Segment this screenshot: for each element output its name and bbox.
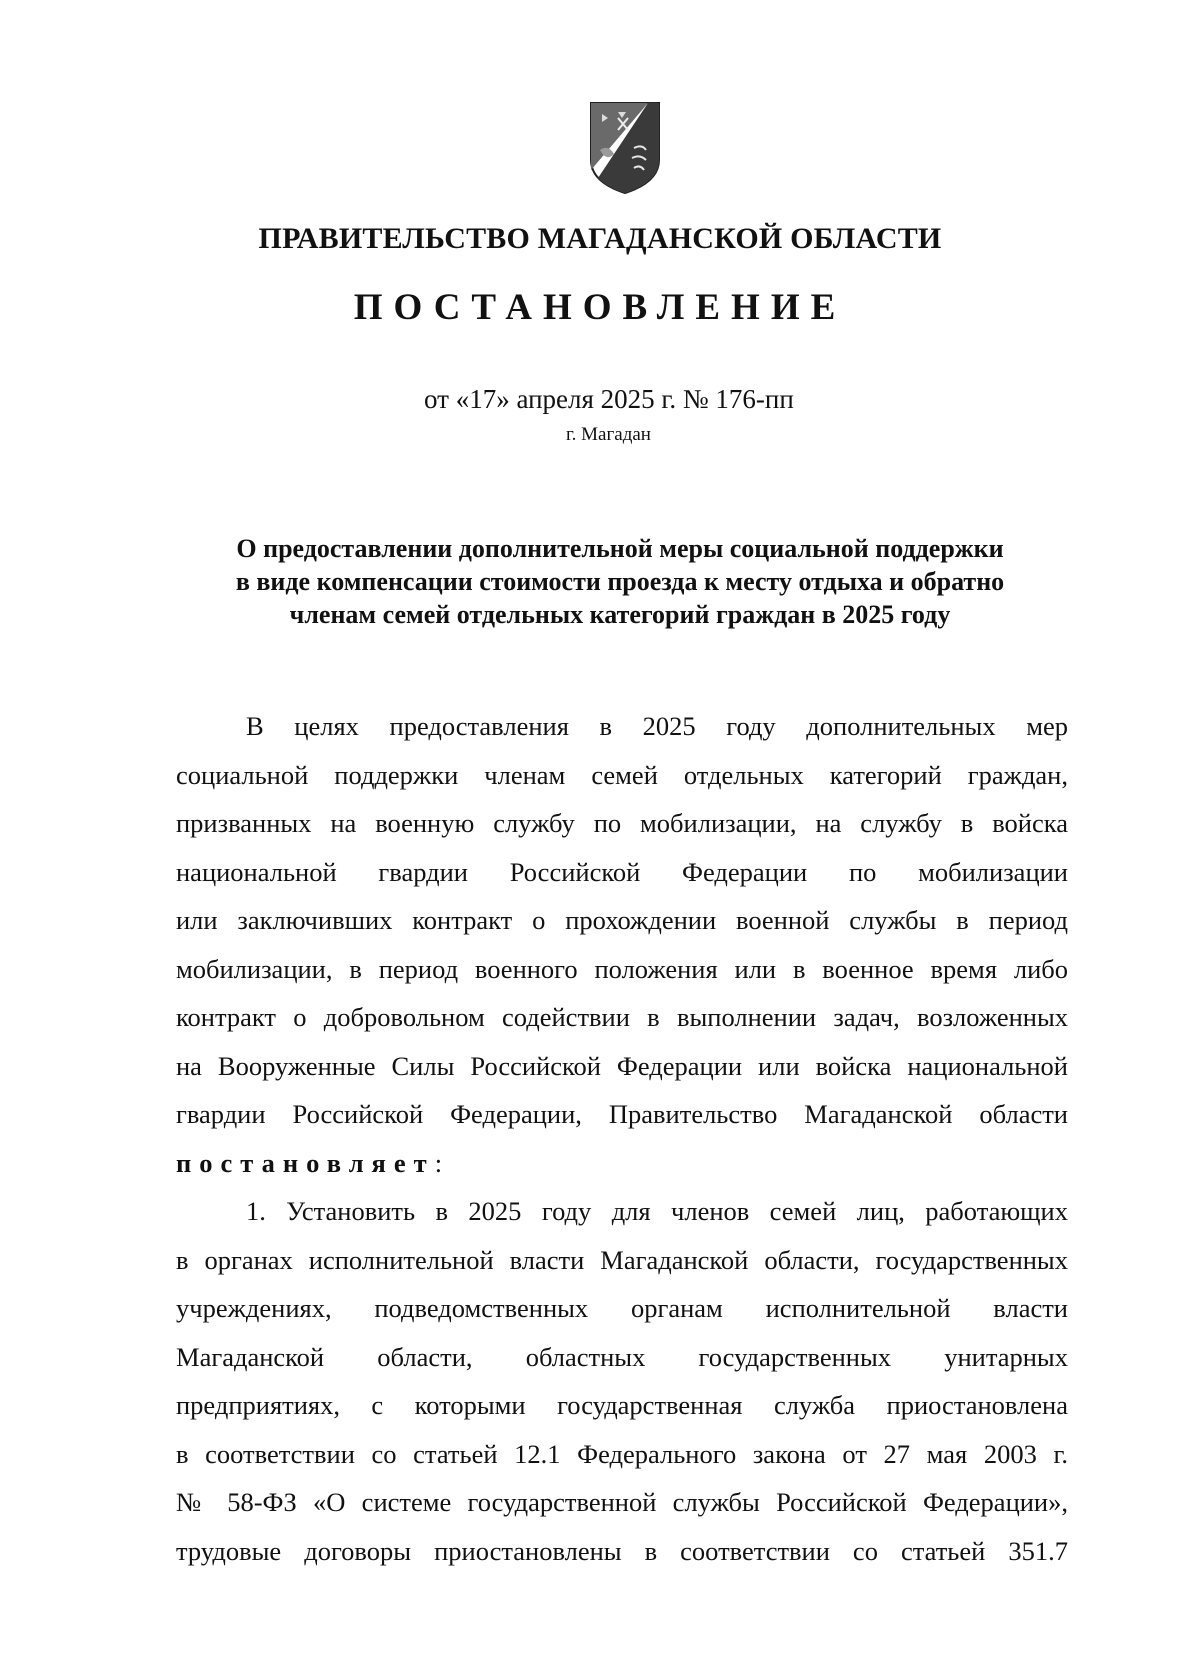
body-line: в органах исполнительной власти Магаданской области, государственных: [176, 1244, 1068, 1275]
body-line: мобилизации, в период военного положения или в военное время либо: [176, 953, 1068, 984]
body-line: контракт о добровольном содействии в выполнении задач, возложенных: [176, 1002, 1068, 1032]
title-line: членам семей отдельных категорий граждан в 2025 году: [289, 600, 951, 629]
document-city: г. Магадан: [566, 424, 651, 445]
body-line: гвардии Российской Федерации, Правительство Магаданской области: [176, 1099, 1068, 1129]
document-title: [170, 532, 1070, 631]
body-line: или заключивших контракт о прохождении военной службы в период: [176, 905, 1068, 935]
decree-line: [176, 1139, 1068, 1188]
title-line: в виде компенсации стоимости проезда к месту отдыха и обратно: [235, 567, 1005, 596]
body-line: трудовые договоры приостановлены в соответствии со статьей 351.7: [176, 1535, 1068, 1566]
body-line: призванных на военную службу по мобилизации, на службу в войска: [176, 808, 1068, 838]
document-body: [176, 702, 1068, 1575]
body-line: 1. Установить в 2025 году для членов семей лиц, работающих: [246, 1196, 1068, 1226]
body-line: социальной поддержки членам семей отдельных категорий граждан,: [176, 759, 1068, 790]
body-line: учреждениях, подведомственных органам исполнительной власти: [176, 1293, 1068, 1323]
document-date-number: от «17» апреля 2025 г. № 176-пп: [424, 384, 794, 414]
decree-colon: :: [434, 1147, 443, 1178]
title-line: О предоставлении дополнительной меры социальной поддержки: [236, 534, 1004, 563]
body-line: на Вооруженные Силы Российской Федерации или войска национальной: [176, 1050, 1068, 1081]
body-line: Магаданской области, областных государственных унитарных: [176, 1341, 1068, 1372]
body-line: в соответствии со статьей 12.1 Федерального закона от 27 мая 2003 г.: [176, 1438, 1068, 1469]
body-line: предприятиях, с которыми государственная служба приостановлена: [176, 1390, 1068, 1420]
body-line: В целях предоставления в 2025 году дополнительных мер: [246, 711, 1068, 741]
document-type: ПОСТАНОВЛЕНИЕ: [353, 287, 847, 328]
body-line: национальной гвардии Российской Федерации по мобилизации: [176, 856, 1068, 887]
organization-name: ПРАВИТЕЛЬСТВО МАГАДАНСКОЙ ОБЛАСТИ: [258, 222, 942, 255]
decree-word: постановляет: [176, 1147, 435, 1178]
coat-of-arms-icon: [588, 100, 662, 196]
body-line: № 58-ФЗ «О системе государственной службы Российской Федерации»,: [176, 1487, 1068, 1517]
